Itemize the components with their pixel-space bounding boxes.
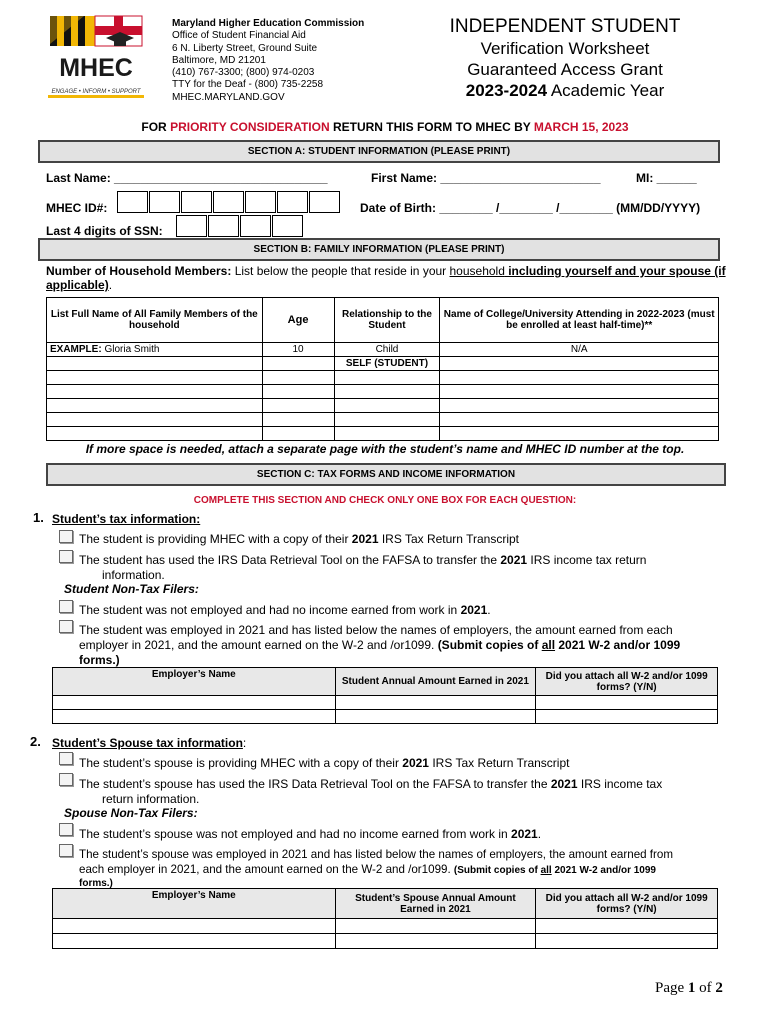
question-2-heading-text: Student’s Spouse tax information: [52, 736, 243, 750]
last-name-field[interactable]: Last Name: ________________________________: [46, 171, 328, 185]
q2-option-3-checkbox[interactable]: [59, 823, 73, 836]
name-cell[interactable]: [47, 399, 263, 413]
option-text: IRS income tax: [577, 777, 663, 791]
q2-option-4-text-cont: [79, 863, 656, 878]
option-text: IRS Tax Return Transcript: [378, 532, 519, 546]
example-name-cell: [47, 343, 263, 357]
office-line: 6 N. Liberty Street, Ground Suite: [172, 42, 318, 54]
example-name: Gloria Smith: [101, 344, 160, 355]
q1-option-1-text: [79, 532, 519, 546]
q2-option-3-text: [79, 827, 541, 841]
example-row: [47, 343, 719, 357]
option-text: each employer in 2021, and the amount earned on the W-2 and /or1099.: [79, 863, 454, 876]
mhec-id-boxes[interactable]: [117, 191, 341, 213]
option-text: 2021 W-2 and/or 1099: [551, 865, 656, 876]
office-line: MHEC.MARYLAND.GOV: [172, 91, 285, 103]
name-cell[interactable]: [47, 385, 263, 399]
age-cell[interactable]: [262, 385, 334, 399]
name-cell[interactable]: [47, 413, 263, 427]
middle-initial-field[interactable]: MI: ______: [636, 171, 697, 185]
ssn-label: Last 4 digits of SSN:: [46, 224, 163, 238]
option-text: The student is providing MHEC with a copy of their: [79, 532, 352, 546]
question-2-heading: [52, 736, 246, 750]
office-address: [172, 18, 364, 104]
q2-option-1-text: [79, 756, 569, 770]
option-text: all: [540, 865, 552, 876]
option-year: 2021: [511, 827, 538, 841]
q1-option-4-text-end: forms.): [79, 653, 120, 667]
id-digit-box[interactable]: [149, 191, 180, 213]
col-header-amount: Student’s Spouse Annual Amount Earned in 2021: [335, 889, 536, 919]
table-row: [47, 357, 719, 371]
household-text: including yourself and your spouse (if applicable): [46, 264, 726, 292]
ssn-digit-box[interactable]: [272, 215, 303, 237]
age-cell[interactable]: [262, 371, 334, 385]
office-line: Maryland Higher Education Commission: [172, 18, 365, 29]
q2-option-2-text: [79, 777, 662, 791]
household-text: .: [108, 278, 113, 292]
title-line-1: INDEPENDENT STUDENT: [449, 16, 681, 37]
logo-tagline: ENGAGE • INFORM • SUPPORT: [51, 89, 141, 95]
q1-option-4-text: The student was employed in 2021 and has listed below the names of employers, the amount earned from each: [79, 623, 673, 637]
section-b-header: SECTION B: FAMILY INFORMATION (PLEASE PRINT): [38, 238, 720, 261]
household-table: [46, 297, 719, 441]
table-row: [53, 710, 718, 724]
option-text: (Submit copies of: [453, 865, 541, 876]
age-cell[interactable]: [262, 399, 334, 413]
attached-cell[interactable]: [536, 919, 718, 934]
id-digit-box[interactable]: [309, 191, 340, 213]
q2-option-2-text-cont: return information.: [102, 792, 200, 806]
option-text: all: [541, 638, 556, 652]
table-row: [53, 934, 718, 949]
amount-cell[interactable]: [335, 710, 536, 724]
academic-year-label: Academic Year: [547, 81, 665, 100]
of-word: of: [695, 980, 716, 996]
age-cell[interactable]: [262, 357, 334, 371]
option-year: 2021: [550, 777, 578, 791]
id-digit-box[interactable]: [117, 191, 148, 213]
option-text: The student has used the IRS Data Retrieval Tool on the FAFSA to transfer the: [79, 553, 501, 567]
q2-employer-table: [52, 888, 718, 949]
table-row: [47, 399, 719, 413]
name-cell[interactable]: [47, 371, 263, 385]
student-non-filers-heading: Student Non-Tax Filers:: [64, 582, 199, 596]
option-text: .: [537, 827, 542, 841]
q2-option-1-checkbox[interactable]: [59, 752, 73, 765]
household-text: List below the people that reside in your: [231, 264, 450, 278]
table-header-row: [53, 668, 718, 696]
age-cell[interactable]: [262, 413, 334, 427]
example-college: N/A: [440, 343, 719, 357]
ssn-digit-box[interactable]: [240, 215, 271, 237]
relationship-cell[interactable]: [334, 413, 440, 427]
example-age: 10: [262, 343, 334, 357]
q2-option-4-text: The student’s spouse was employed in 2021 and has listed below the names of employers, the amount earned from: [79, 848, 673, 861]
q2-option-4-text-end: forms.): [79, 878, 113, 889]
office-line: Baltimore, MD 21201: [172, 54, 266, 66]
employer-cell[interactable]: [53, 934, 336, 949]
q1-employer-table: [52, 667, 718, 724]
id-digit-box[interactable]: [213, 191, 244, 213]
college-cell[interactable]: [440, 385, 719, 399]
deadline-date: MARCH 15, 2023: [533, 120, 629, 134]
q1-option-4-checkbox[interactable]: [59, 620, 73, 633]
option-text: The student’s spouse is providing MHEC with a copy of their: [79, 756, 403, 770]
col-header-relationship: Relationship to the Student: [334, 298, 440, 343]
option-text: The student’s spouse was not employed and had no income earned from work in: [79, 827, 512, 841]
household-label: Number of Household Members:: [46, 264, 232, 278]
office-line: (410) 767-3300; (800) 974-0203: [172, 67, 315, 79]
example-label: EXAMPLE:: [50, 344, 102, 355]
attached-cell[interactable]: [536, 710, 718, 724]
self-relationship: SELF (STUDENT): [334, 357, 440, 371]
total-pages: 2: [715, 980, 723, 996]
col-header-amount: Student Annual Amount Earned in 2021: [335, 668, 536, 696]
q2-option-2-checkbox[interactable]: [59, 773, 73, 786]
college-cell[interactable]: [440, 371, 719, 385]
q1-option-3-checkbox[interactable]: [59, 600, 73, 613]
priority-text: FOR: [141, 120, 171, 134]
first-name-field[interactable]: First Name: ________________________: [371, 171, 601, 185]
table-row: [47, 385, 719, 399]
id-digit-box[interactable]: [245, 191, 276, 213]
office-line: Office of Student Financial Aid: [172, 30, 306, 42]
id-digit-box[interactable]: [181, 191, 212, 213]
mhec-id-label: MHEC ID#:: [46, 201, 108, 215]
option-text: employer in 2021, and the amount earned on the W-2 and /or1099.: [79, 638, 438, 652]
office-line: TTY for the Deaf - (800) 735-2258: [172, 79, 324, 91]
q1-option-2-text-cont: information.: [102, 568, 165, 582]
attached-cell[interactable]: [536, 934, 718, 949]
q1-option-2-text: [79, 553, 646, 567]
table-row: [47, 427, 719, 441]
id-digit-box[interactable]: [277, 191, 308, 213]
logo-text: MHEC: [59, 54, 133, 82]
extra-space-note: If more space is needed, attach a separate page with the student’s name and MHEC ID number at the top.: [85, 442, 685, 456]
table-row: [47, 371, 719, 385]
q1-option-3-text: [79, 603, 491, 617]
household-text: household: [449, 264, 505, 278]
option-text: IRS income tax return: [527, 553, 647, 567]
q1-option-1-checkbox[interactable]: [59, 530, 73, 543]
col-header-attached: Did you attach all W-2 and/or 1099 forms? (Y/N): [536, 668, 718, 696]
ssn-boxes[interactable]: [176, 215, 304, 237]
col-header-name: List Full Name of All Family Members of the household: [47, 298, 263, 343]
question-2-number: 2.: [30, 734, 41, 749]
employer-cell[interactable]: [53, 696, 336, 710]
question-2-colon: :: [242, 736, 247, 750]
college-cell[interactable]: [440, 399, 719, 413]
option-text: IRS Tax Return Transcript: [428, 756, 570, 770]
option-year: 2021: [351, 532, 379, 546]
table-row: [53, 919, 718, 934]
q1-option-4-text-cont: [79, 638, 680, 652]
table-row: [47, 413, 719, 427]
title-line-3: Guaranteed Access Grant: [467, 60, 663, 79]
question-1-number: 1.: [33, 510, 44, 525]
relationship-cell[interactable]: [334, 385, 440, 399]
col-header-employer: Employer’s Name: [53, 668, 336, 696]
current-page: 1: [687, 980, 696, 996]
amount-cell[interactable]: [335, 919, 536, 934]
option-year: 2021: [402, 756, 429, 770]
option-text: (Submit copies of: [437, 638, 542, 652]
priority-deadline: [0, 120, 770, 134]
date-of-birth-field[interactable]: Date of Birth: ________ /________ /________ (MM/DD/YYYY): [360, 201, 701, 215]
option-text: The student was not employed and had no income earned from work in: [79, 603, 461, 617]
ssn-digit-box[interactable]: [176, 215, 207, 237]
ssn-digit-box[interactable]: [208, 215, 239, 237]
col-header-employer: Employer’s Name: [53, 889, 336, 919]
col-header-college: Name of College/University Attending in 2022-2023 (must be enrolled at least half-time)**: [440, 298, 719, 343]
college-cell[interactable]: [440, 427, 719, 441]
option-text: The student’s spouse has used the IRS Data Retrieval Tool on the FAFSA to transfer the: [79, 777, 551, 791]
name-cell[interactable]: [47, 357, 263, 371]
section-c-header: SECTION C: TAX FORMS AND INCOME INFORMATION: [46, 463, 726, 486]
relationship-cell[interactable]: [334, 371, 440, 385]
form-title: [420, 16, 710, 102]
amount-cell[interactable]: [335, 696, 536, 710]
table-header-row: [47, 298, 719, 343]
section-a-header: SECTION A: STUDENT INFORMATION (PLEASE PRINT): [38, 140, 720, 163]
priority-text: PRIORITY CONSIDERATION: [170, 120, 330, 134]
attached-cell[interactable]: [536, 696, 718, 710]
table-header-row: [53, 889, 718, 919]
mhec-logo: [44, 14, 148, 102]
priority-text: RETURN THIS FORM TO MHEC BY: [329, 120, 534, 134]
amount-cell[interactable]: [335, 934, 536, 949]
option-text: 2021 W-2 and/or 1099: [555, 638, 681, 652]
option-year: 2021: [460, 603, 488, 617]
name-cell[interactable]: [47, 427, 263, 441]
table-row: [53, 696, 718, 710]
q2-option-4-checkbox[interactable]: [59, 844, 73, 857]
spouse-non-filers-heading: Spouse Non-Tax Filers:: [64, 806, 198, 820]
page-number: [655, 980, 723, 997]
title-line-4: [420, 80, 710, 102]
relationship-cell[interactable]: [334, 399, 440, 413]
section-c-instruction: COMPLETE THIS SECTION AND CHECK ONLY ONE BOX FOR EACH QUESTION:: [193, 495, 577, 506]
title-line-2: Verification Worksheet: [480, 39, 650, 58]
household-instructions: [46, 264, 726, 292]
employer-cell[interactable]: [53, 919, 336, 934]
question-1-heading: Student’s tax information:: [52, 512, 201, 526]
option-text: .: [487, 603, 491, 617]
q1-option-2-checkbox[interactable]: [59, 550, 73, 563]
college-cell[interactable]: [440, 357, 719, 371]
college-cell[interactable]: [440, 413, 719, 427]
age-cell[interactable]: [262, 427, 334, 441]
col-header-attached: Did you attach all W-2 and/or 1099 forms? (Y/N): [536, 889, 718, 919]
col-header-age: Age: [262, 298, 334, 343]
page-word: Page: [655, 980, 688, 996]
employer-cell[interactable]: [53, 710, 336, 724]
option-year: 2021: [500, 553, 528, 567]
academic-year: 2023-2024: [465, 81, 548, 100]
example-relationship: Child: [334, 343, 440, 357]
relationship-cell[interactable]: [334, 427, 440, 441]
